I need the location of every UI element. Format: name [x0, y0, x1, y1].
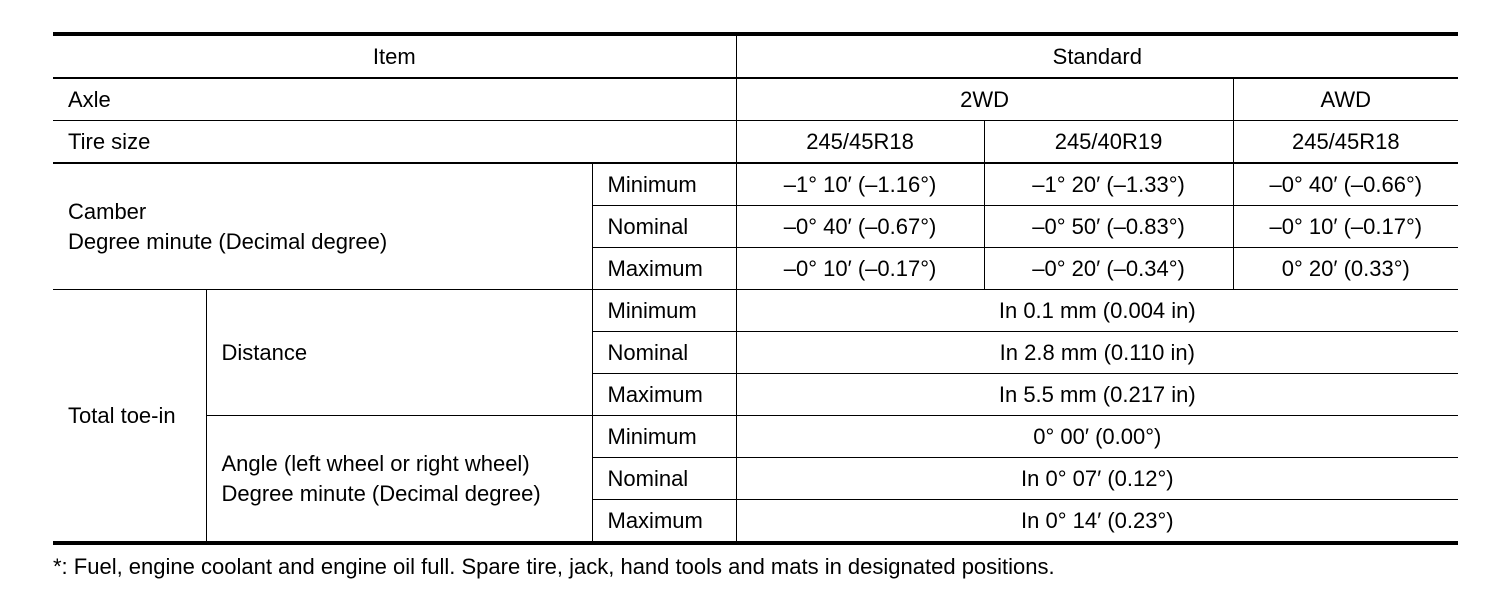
- distance-value: In 2.8 mm (0.110 in): [736, 332, 1458, 374]
- angle-label: [206, 416, 592, 544]
- angle-value: 0° 00′ (0.00°): [736, 416, 1458, 458]
- toe-angle-row: [53, 416, 1458, 458]
- camber-row: [53, 163, 1458, 206]
- total-toe-in-label: Total toe-in: [53, 290, 206, 544]
- tire-size-label: Tire size: [53, 121, 736, 164]
- camber-value: –0° 10′ (–0.17°): [736, 248, 984, 290]
- camber-value: –1° 20′ (–1.33°): [984, 163, 1233, 206]
- camber-value: –0° 40′ (–0.66°): [1233, 163, 1458, 206]
- angle-value: In 0° 14′ (0.23°): [736, 500, 1458, 544]
- camber-label: [53, 163, 592, 290]
- footnote: *: Fuel, engine coolant and engine oil full. Spare tire, jack, hand tools and mats in designated positions.: [53, 554, 1055, 579]
- toe-distance-row: [53, 290, 1458, 332]
- camber-label-line2: Degree minute (Decimal degree): [68, 228, 388, 254]
- camber-label-line1: Camber: [68, 198, 147, 224]
- camber-value: –0° 20′ (–0.34°): [984, 248, 1233, 290]
- camber-value: –1° 10′ (–1.16°): [736, 163, 984, 206]
- axle-label: Axle: [53, 78, 736, 121]
- camber-value: –0° 40′ (–0.67°): [736, 206, 984, 248]
- axle-2wd: 2WD: [736, 78, 1233, 121]
- camber-value: 0° 20′ (0.33°): [1233, 248, 1458, 290]
- distance-level-label: Minimum: [592, 290, 736, 332]
- header-standard: Standard: [736, 34, 1458, 78]
- distance-label: Distance: [206, 290, 592, 416]
- camber-level-label: Nominal: [592, 206, 736, 248]
- angle-level-label: Nominal: [592, 458, 736, 500]
- camber-value: –0° 50′ (–0.83°): [984, 206, 1233, 248]
- distance-level-label: Maximum: [592, 374, 736, 416]
- tire-size-value: 245/40R19: [984, 121, 1233, 164]
- wheel-alignment-spec-table: [53, 32, 1458, 545]
- tire-size-value: 245/45R18: [736, 121, 984, 164]
- header-item: Item: [53, 34, 736, 78]
- angle-level-label: Minimum: [592, 416, 736, 458]
- distance-level-label: Nominal: [592, 332, 736, 374]
- tire-size-row: [53, 121, 1458, 164]
- table-header-row: [53, 34, 1458, 78]
- tire-size-value: 245/45R18: [1233, 121, 1458, 164]
- camber-level-label: Maximum: [592, 248, 736, 290]
- camber-value: –0° 10′ (–0.17°): [1233, 206, 1458, 248]
- angle-level-label: Maximum: [592, 500, 736, 544]
- camber-level-label: Minimum: [592, 163, 736, 206]
- distance-value: In 0.1 mm (0.004 in): [736, 290, 1458, 332]
- axle-awd: AWD: [1233, 78, 1458, 121]
- axle-row: [53, 78, 1458, 121]
- angle-value: In 0° 07′ (0.12°): [736, 458, 1458, 500]
- angle-label-line1: Angle (left wheel or right wheel): [221, 450, 530, 476]
- distance-value: In 5.5 mm (0.217 in): [736, 374, 1458, 416]
- angle-label-line2: Degree minute (Decimal degree): [221, 480, 541, 506]
